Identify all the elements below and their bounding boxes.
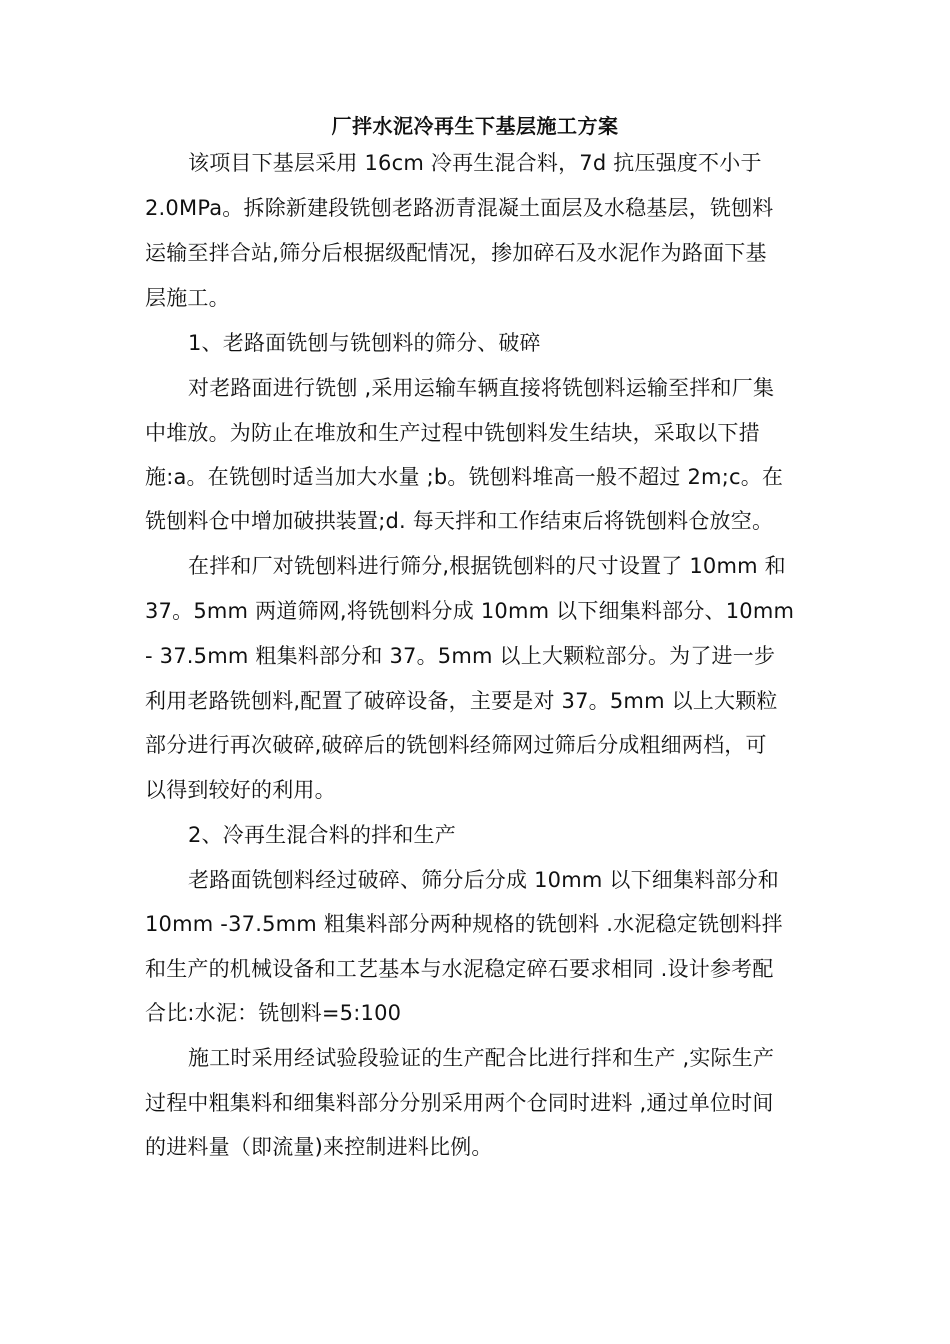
paragraph-line: 部分进行再次破碎,破碎后的铣刨料经筛网过筛后分成粗细两档，可 bbox=[145, 733, 767, 757]
paragraph-line: 中堆放。为防止在堆放和生产过程中铣刨料发生结块，采取以下措 bbox=[145, 421, 760, 445]
paragraph-line: 2.0MPa。拆除新建段铣刨老路沥青混凝土面层及水稳基层，铣刨料 bbox=[145, 196, 774, 220]
paragraph-line: 过程中粗集料和细集料部分分别采用两个仓同时进料 ,通过单位时间 bbox=[145, 1091, 774, 1115]
paragraph-line: 该项目下基层采用 16cm 冷再生混合料，7d 抗压强度不小于 bbox=[188, 151, 762, 175]
paragraph-line: 老路面铣刨料经过破碎、筛分后分成 10mm 以下细集料部分和 bbox=[188, 868, 779, 892]
paragraph-line: 以得到较好的利用。 bbox=[145, 778, 336, 802]
paragraph-line: 的进料量（即流量)来控制进料比例。 bbox=[145, 1135, 493, 1159]
paragraph-line: 运输至拌合站,筛分后根据级配情况，掺加碎石及水泥作为路面下基 bbox=[145, 241, 767, 265]
paragraph-line: 和生产的机械设备和工艺基本与水泥稳定碎石要求相同 .设计参考配 bbox=[145, 957, 774, 981]
paragraph-line: 10mm -37.5mm 粗集料部分两种规格的铣刨料 .水泥稳定铣刨料拌 bbox=[145, 912, 783, 936]
paragraph-line: 层施工。 bbox=[145, 286, 230, 310]
paragraph-line: 在拌和厂对铣刨料进行筛分,根据铣刨料的尺寸设置了 10mm 和 bbox=[188, 554, 786, 578]
paragraph-line: 施工时采用经试验段验证的生产配合比进行拌和生产 ,实际生产 bbox=[188, 1046, 775, 1070]
paragraph-line: 对老路面进行铣刨 ,采用运输车辆直接将铣刨料运输至拌和厂集 bbox=[188, 376, 775, 400]
paragraph-line: 利用老路铣刨料,配置了破碎设备，主要是对 37。5mm 以上大颗粒 bbox=[145, 689, 778, 713]
paragraph-line: 合比:水泥：铣刨料=5:100 bbox=[145, 1001, 402, 1025]
paragraph-line: 铣刨料仓中增加破拱装置;d. 每天拌和工作结束后将铣刨料仓放空。 bbox=[145, 509, 774, 533]
document-title: 厂拌水泥冷再生下基层施工方案 bbox=[331, 114, 619, 138]
paragraph-line: 施:a。在铣刨时适当加大水量 ;b。铣刨料堆高一般不超过 2m;c。在 bbox=[145, 465, 784, 489]
paragraph-line: - 37.5mm 粗集料部分和 37。5mm 以上大颗粒部分。为了进一步 bbox=[145, 644, 776, 668]
section-heading: 2、冷再生混合料的拌和生产 bbox=[188, 823, 456, 847]
section-heading: 1、老路面铣刨与铣刨料的筛分、破碎 bbox=[188, 331, 541, 355]
paragraph-line: 37。5mm 两道筛网,将铣刨料分成 10mm 以下细集料部分、10mm bbox=[145, 599, 795, 623]
